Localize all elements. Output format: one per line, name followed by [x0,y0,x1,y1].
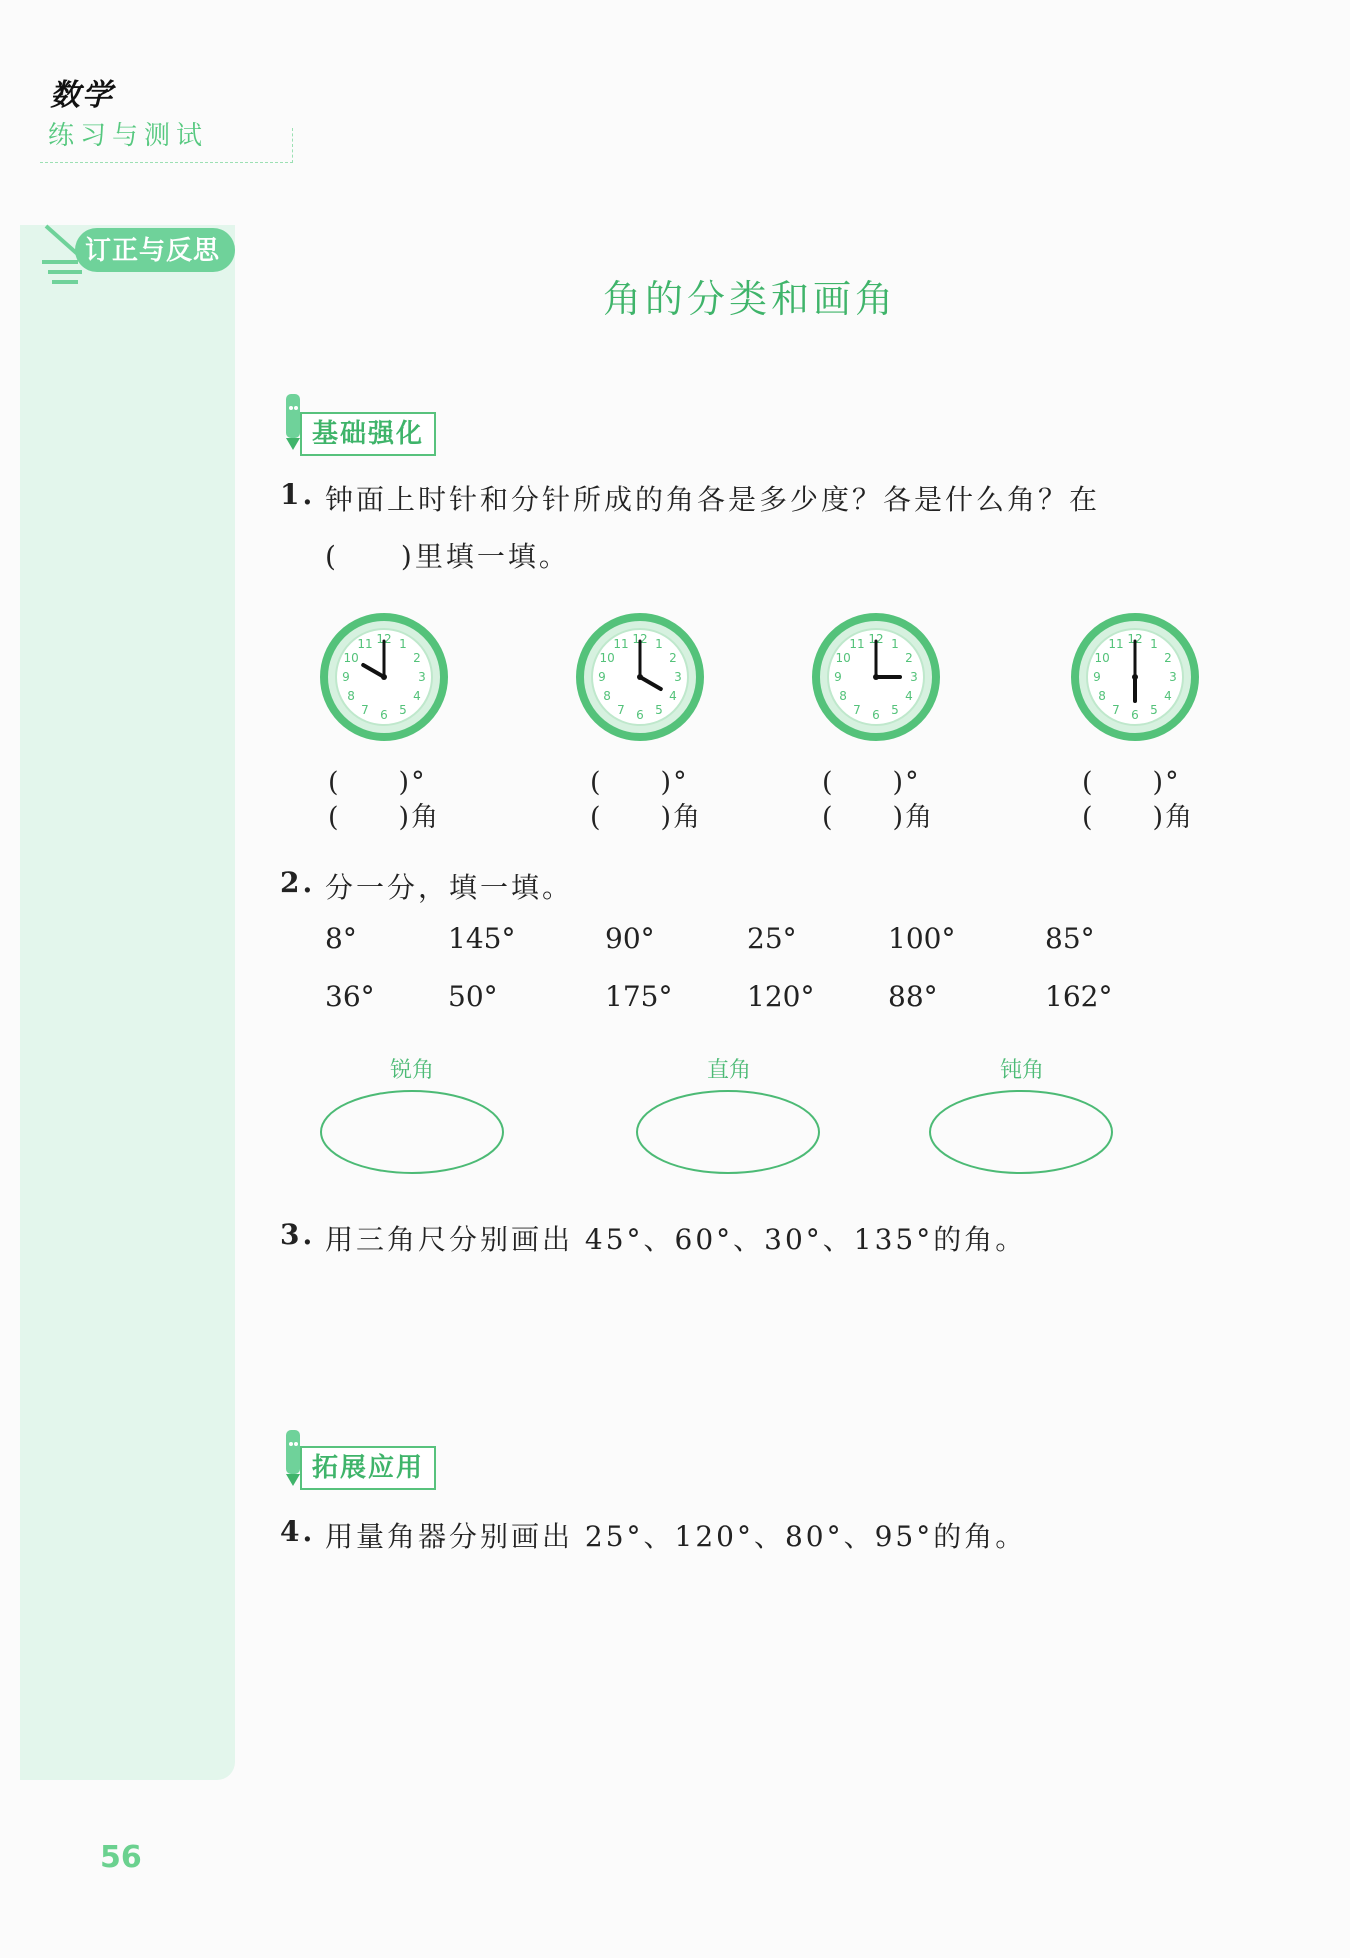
clock-numeral: 2 [669,651,677,665]
clock-numeral: 2 [413,651,421,665]
clock-face [816,617,936,737]
clock-numeral: 5 [891,702,899,717]
clock-numeral: 4 [1164,689,1172,703]
clock-numeral: 12 [632,632,648,646]
angle-value: 85° [1045,922,1095,955]
angle-value: 25° [747,922,797,955]
clock-face [580,617,700,737]
subtitle-underline [40,128,293,163]
clock-numeral: 1 [1150,637,1158,652]
clock-numeral: 12 [376,632,392,646]
clock4-degree-blank[interactable]: ( )° [1082,767,1181,798]
clock-numeral: 6 [636,708,644,722]
angle-value: 8° [325,922,357,955]
clock-numeral: 10 [835,651,851,665]
acute-ellipse[interactable] [321,1091,503,1173]
angle-value: 88° [888,980,938,1013]
clock-numeral: 11 [613,637,629,652]
angle-value: 175° [605,980,673,1013]
clock-numeral: 9 [598,670,606,684]
clock-numeral: 11 [1108,637,1124,652]
clock1-angle-blank[interactable]: ( )角 [328,802,441,833]
clock-numeral: 8 [603,689,611,703]
right-ellipse[interactable] [637,1091,819,1173]
q3-text: 用三角尺分别画出 45°、60°、30°、135°的角。 [325,1223,1027,1256]
category-ellipses [0,1085,1350,1185]
clock-face [1075,617,1195,737]
clock-numeral: 4 [669,689,677,703]
book-title: 数学 [50,78,114,113]
clock-numeral: 6 [380,708,388,722]
clock-numeral: 2 [905,651,913,665]
q4-text: 用量角器分别画出 25°、120°、80°、95°的角。 [325,1520,1027,1553]
sidebar-tab-label: 订正与反思 [85,236,221,266]
clock-numeral: 3 [418,670,426,684]
clock-center [637,674,643,680]
section-basic: 基础强化 [300,412,436,456]
clock-numeral: 12 [1127,632,1143,646]
q2-text: 分一分，填一填。 [325,871,574,904]
clock-numeral: 2 [1164,651,1172,665]
clock-numeral: 11 [849,637,865,652]
clock-numeral: 3 [1169,670,1177,684]
clock4-angle-blank[interactable]: ( )角 [1082,802,1195,833]
obtuse-ellipse[interactable] [930,1091,1112,1173]
clock-center [1132,674,1138,680]
clock-numeral: 11 [357,637,373,652]
q1-text2: ( )里填一填。 [325,540,570,573]
angle-value: 100° [888,922,956,955]
clock-numeral: 5 [1150,702,1158,717]
clock-center [381,674,387,680]
clock-center [873,674,879,680]
clock3-degree-blank[interactable]: ( )° [822,767,921,798]
clock-numeral: 9 [1093,670,1101,684]
clock-row [0,600,1350,760]
clock-numeral: 1 [891,637,899,652]
clock1-degree-blank[interactable]: ( )° [328,767,427,798]
clock-numeral: 3 [674,670,682,684]
clock-numeral: 1 [655,637,663,652]
clock2-angle-blank[interactable]: ( )角 [590,802,703,833]
clock-numeral: 8 [839,689,847,703]
angle-value: 162° [1045,980,1113,1013]
clock-numeral: 8 [1098,689,1106,703]
q4-number: 4. [280,1515,316,1548]
clock-numeral: 6 [1131,708,1139,722]
correction-sidebar [20,225,235,1780]
angle-value: 50° [448,980,498,1013]
clock3-angle-blank[interactable]: ( )角 [822,802,935,833]
clock2-degree-blank[interactable]: ( )° [590,767,689,798]
section-extension: 拓展应用 [300,1446,436,1490]
right-label: 直角 [707,1058,752,1083]
angle-value: 145° [448,922,516,955]
angle-value: 36° [325,980,375,1013]
clock-numeral: 5 [399,702,407,717]
page-number: 56 [100,1840,142,1875]
clock-numeral: 7 [853,702,861,717]
book-subtitle: 练习与测试 [48,121,209,151]
clock-numeral: 10 [599,651,615,665]
q1-text: 钟面上时针和分针所成的角各是多少度？各是什么角？在 [325,483,1101,516]
clock-numeral: 10 [1094,651,1110,665]
clock-face [324,617,444,737]
acute-label: 锐角 [390,1058,435,1083]
q3-number: 3. [280,1218,316,1251]
clock-numeral: 7 [1112,702,1120,717]
clock-numeral: 10 [343,651,359,665]
clock-numeral: 4 [413,689,421,703]
clock-numeral: 4 [905,689,913,703]
clock-numeral: 6 [872,708,880,722]
clock-numeral: 9 [342,670,350,684]
q2-number: 2. [280,866,316,899]
page-title: 角的分类和画角 [602,277,897,321]
q1-number: 1. [280,478,316,511]
clock-numeral: 8 [347,689,355,703]
clock-numeral: 1 [399,637,407,652]
angle-value: 120° [747,980,815,1013]
clock-numeral: 5 [655,702,663,717]
clock-numeral: 9 [834,670,842,684]
clock-numeral: 12 [868,632,884,646]
obtuse-label: 钝角 [1000,1058,1045,1083]
clock-numeral: 7 [361,702,369,717]
angle-value: 90° [605,922,655,955]
clock-numeral: 3 [910,670,918,684]
clock-numeral: 7 [617,702,625,717]
